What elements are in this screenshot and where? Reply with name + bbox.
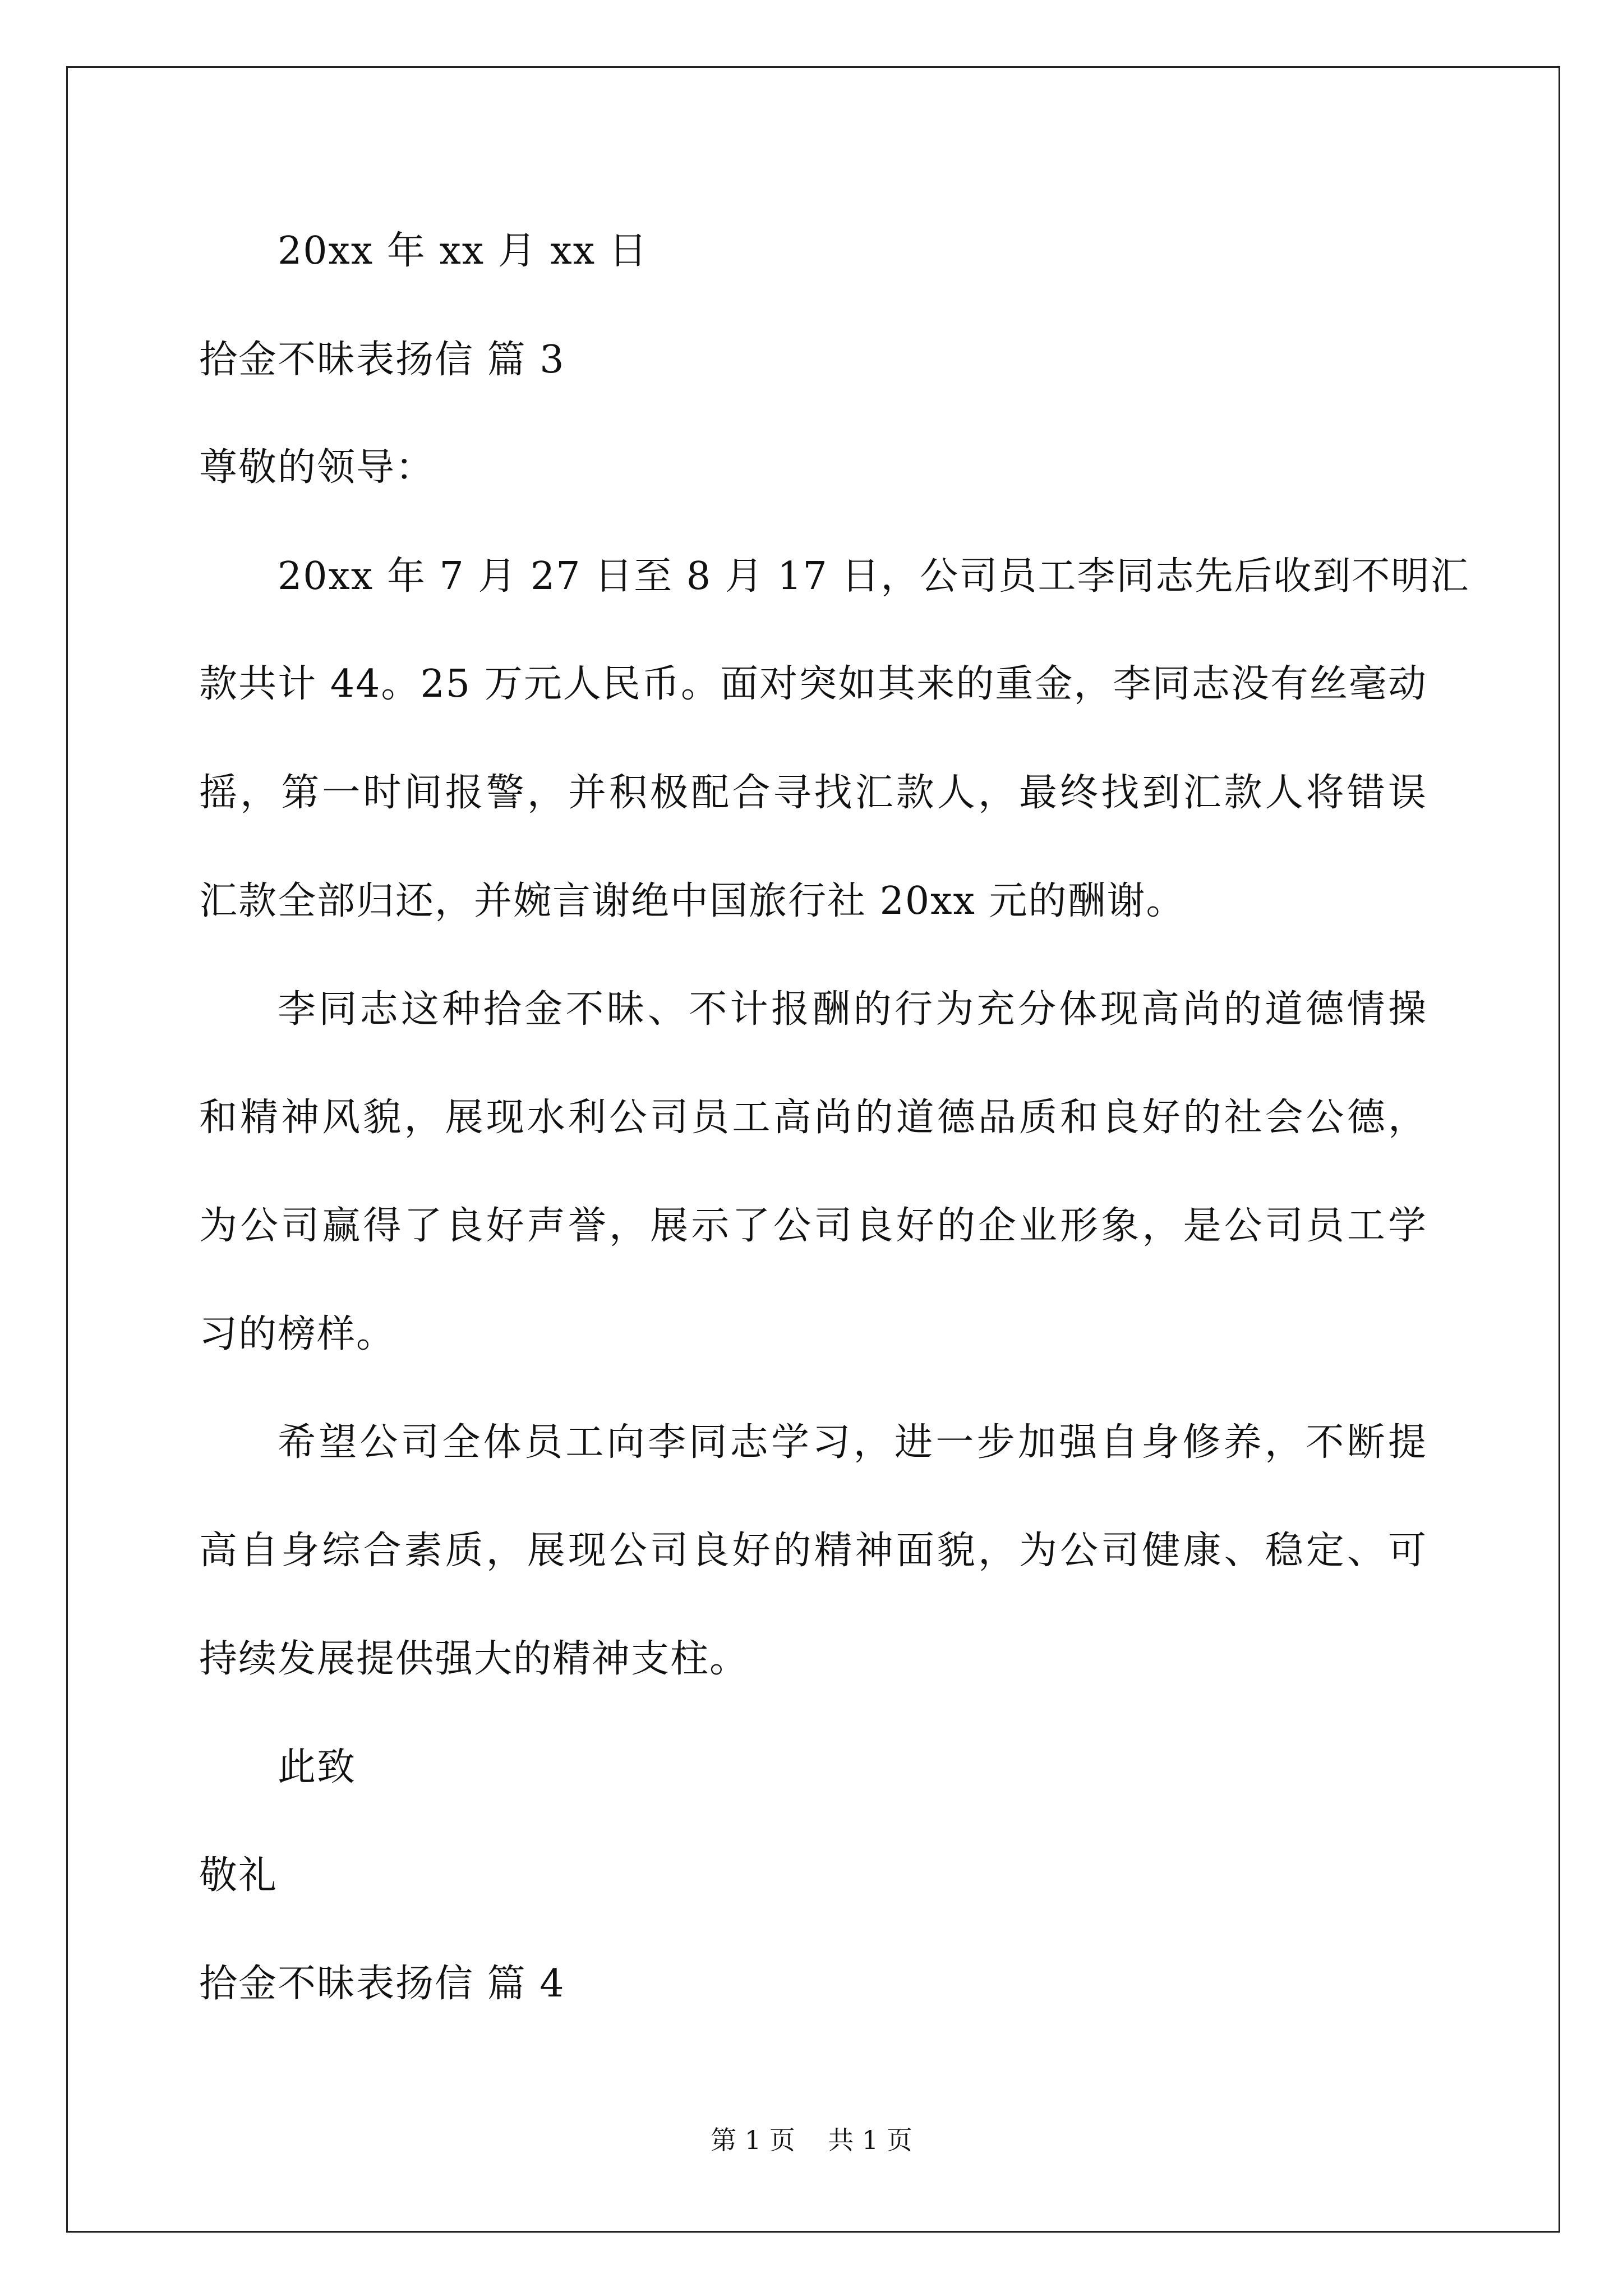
paragraph-1-line-2: 款共计 44。25 万元人民币。面对突如其来的重金，李同志没有丝毫动: [199, 662, 1427, 706]
paragraph-3-line-3: 持续发展提供强大的精神支柱。: [199, 1637, 749, 1681]
page-number: 第 1 页: [711, 2125, 795, 2155]
paragraph-1-line-4: 汇款全部归还，并婉言谢绝中国旅行社 20xx 元的酬谢。: [199, 879, 1186, 923]
paragraph-1-line-3: 摇，第一时间报警，并积极配合寻找汇款人，最终找到汇款人将错误: [199, 771, 1427, 815]
page-total: 共 1 页: [828, 2125, 912, 2155]
paragraph-3-line-1: 希望公司全体员工向李同志学习，进一步加强自身修养，不断提: [278, 1420, 1427, 1465]
paragraph-2-line-4: 习的榜样。: [199, 1312, 396, 1356]
closing-regards: 此致: [278, 1745, 357, 1789]
paragraph-1-line-1: 20xx 年 7 月 27 日至 8 月 17 日，公司员工李同志先后收到不明汇: [278, 554, 1470, 599]
closing-salute: 敬礼: [199, 1853, 278, 1898]
page-footer: [0, 2127, 1623, 2153]
paragraph-2-line-3: 为公司赢得了良好声誉，展示了公司良好的企业形象，是公司员工学: [199, 1204, 1427, 1248]
salutation: 尊敬的领导：: [199, 445, 435, 490]
section-heading-4: 拾金不昧表扬信 篇 4: [199, 1962, 565, 2006]
date-line: 20xx 年 xx 月 xx 日: [278, 229, 648, 273]
section-heading-3: 拾金不昧表扬信 篇 3: [199, 338, 565, 382]
page-border: [66, 66, 1560, 2233]
paragraph-2-line-2: 和精神风貌，展现水利公司员工高尚的道德品质和良好的社会公德，: [199, 1096, 1427, 1140]
paragraph-2-line-1: 李同志这种拾金不昧、不计报酬的行为充分体现高尚的道德情操: [278, 987, 1427, 1032]
paragraph-3-line-2: 高自身综合素质，展现公司良好的精神面貌，为公司健康、稳定、可: [199, 1529, 1427, 1573]
